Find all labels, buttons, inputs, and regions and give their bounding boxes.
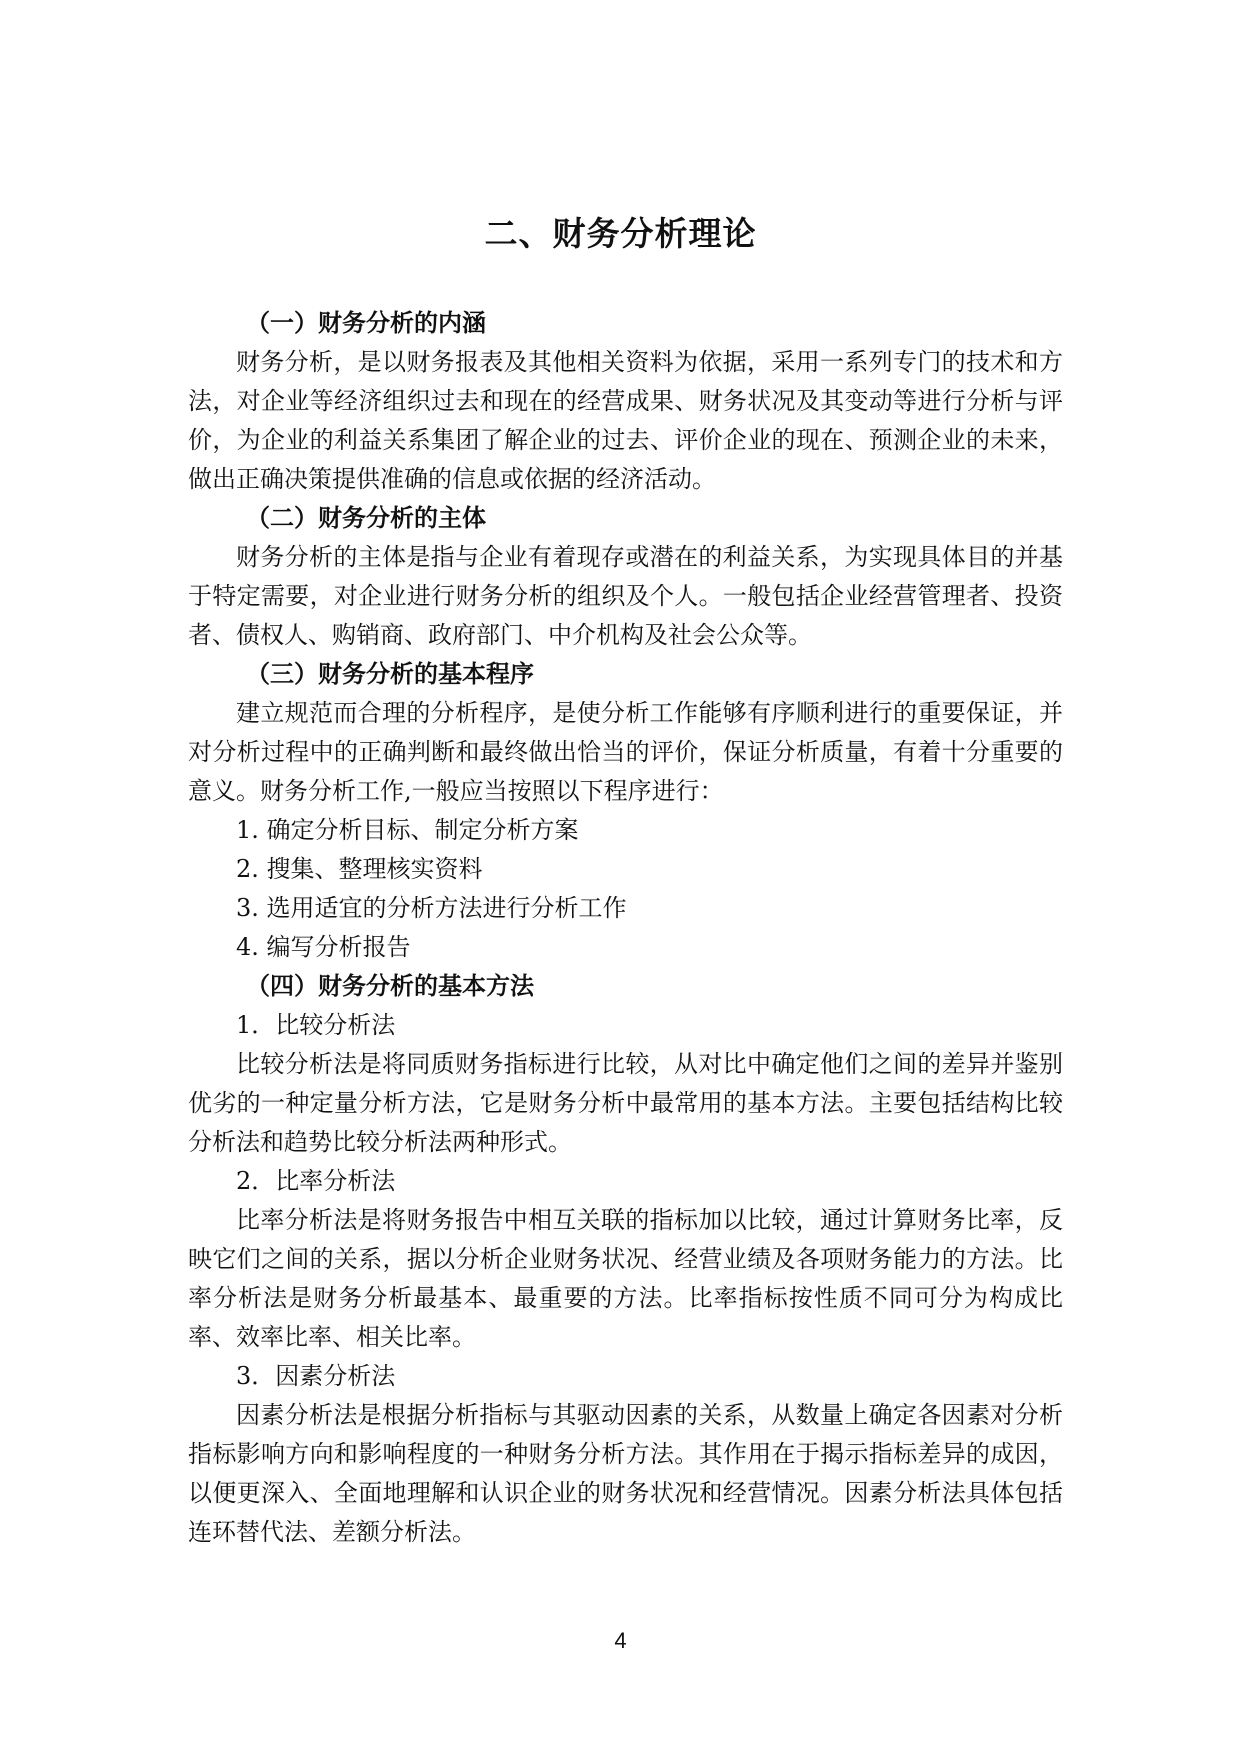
section-heading-procedure: （三）财务分析的基本程序 xyxy=(246,660,534,688)
page-number: 4 xyxy=(614,1628,627,1653)
page-title: 二、财务分析理论 xyxy=(484,214,757,253)
procedure-step-4: 4. 编写分析报告 xyxy=(236,933,411,961)
method-label-factor: 3．因素分析法 xyxy=(236,1362,396,1390)
procedure-step-3: 3. 选用适宜的分析方法进行分析工作 xyxy=(236,894,627,922)
section-heading-methods: （四）财务分析的基本方法 xyxy=(246,972,534,1000)
paragraph-connotation: 财务分析，是以财务报表及其他相关资料为依据，采用一系列专门的技术和方法，对企业等经济组织过去和现在的经营成果、财务状况及其变动等进行分析与评价，为企业的利益关系集团了解企业的过去、评价企业的现在、预测企业的未来，做出正确决策提供准确的信息或依据的经济活动。 xyxy=(188,348,1063,493)
procedure-step-1: 1. 确定分析目标、制定分析方案 xyxy=(236,816,579,844)
paragraph-procedure: 建立规范而合理的分析程序，是使分析工作能够有序顺利进行的重要保证，并对分析过程中的正确判断和最终做出恰当的评价，保证分析质量，有着十分重要的意义。财务分析工作,一般应当按照以下程序进行： xyxy=(188,699,1063,805)
method-label-ratio: 2．比率分析法 xyxy=(236,1167,396,1195)
procedure-step-2: 2. 搜集、整理核实资料 xyxy=(236,855,483,883)
method-text-comparison: 比较分析法是将同质财务指标进行比较，从对比中确定他们之间的差异并鉴别优劣的一种定量分析方法，它是财务分析中最常用的基本方法。主要包括结构比较分析法和趋势比较分析法两种形式。 xyxy=(188,1050,1063,1156)
method-label-comparison: 1．比较分析法 xyxy=(236,1011,396,1039)
section-heading-subject: （二）财务分析的主体 xyxy=(246,504,486,532)
section-heading-connotation: （一）财务分析的内涵 xyxy=(246,309,486,337)
method-text-ratio: 比率分析法是将财务报告中相互关联的指标加以比较，通过计算财务比率，反映它们之间的关系，据以分析企业财务状况、经营业绩及各项财务能力的方法。比率分析法是财务分析最基本、最重要的方法。比率指标按性质不同可分为构成比率、效率比率、相关比率。 xyxy=(188,1206,1063,1351)
method-text-factor: 因素分析法是根据分析指标与其驱动因素的关系，从数量上确定各因素对分析指标影响方向和影响程度的一种财务分析方法。其作用在于揭示指标差异的成因，以便更深入、全面地理解和认识企业的财务状况和经营情况。因素分析法具体包括连环替代法、差额分析法。 xyxy=(188,1401,1063,1546)
document-body xyxy=(188,304,1063,1552)
paragraph-subject: 财务分析的主体是指与企业有着现存或潜在的利益关系，为实现具体目的并基于特定需要，对企业进行财务分析的组织及个人。一般包括企业经营管理者、投资者、债权人、购销商、政府部门、中介机构及社会公众等。 xyxy=(188,543,1063,649)
